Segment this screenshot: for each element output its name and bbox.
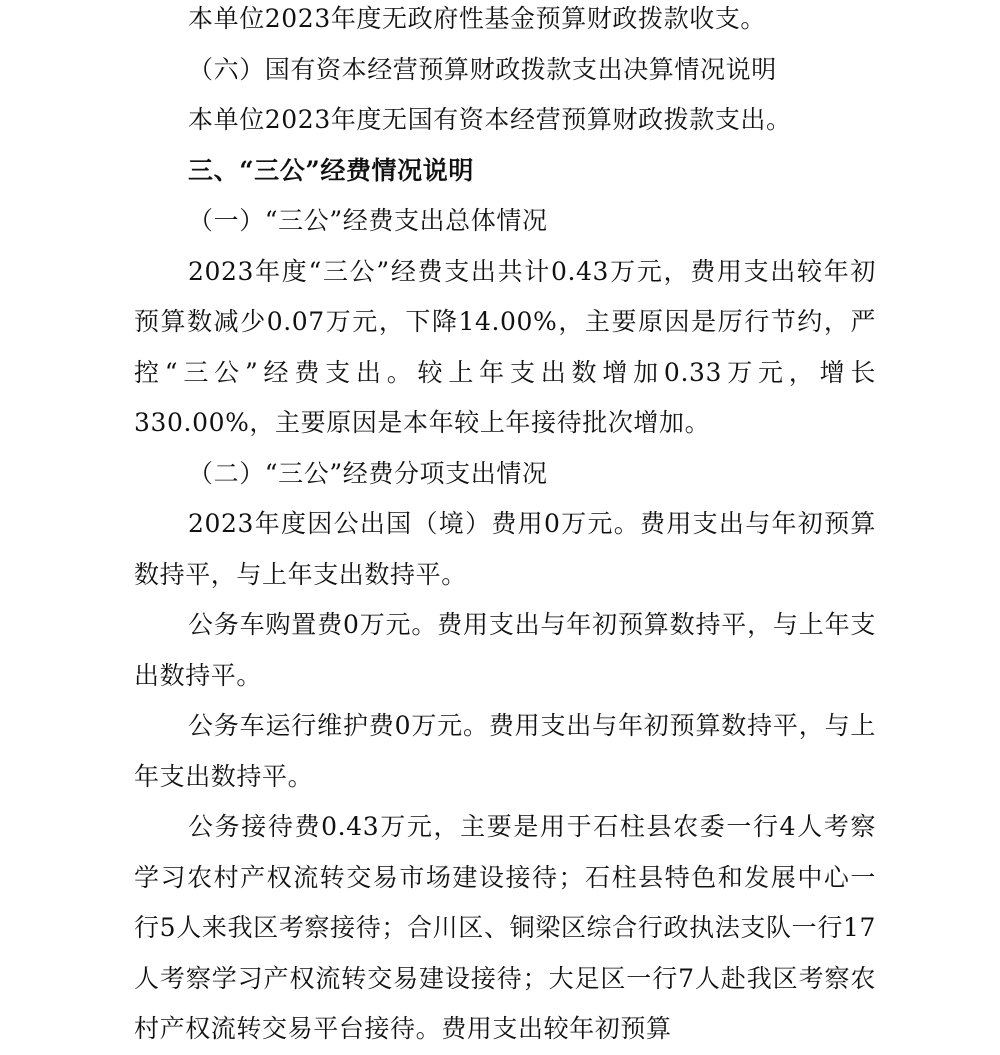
body-paragraph: 2023年度因公出国（境）费用0万元。费用支出与年初预算数持平，与上年支出数持平。 xyxy=(134,509,876,589)
body-paragraph: 公务车购置费0万元。费用支出与年初预算数持平，与上年支出数持平。 xyxy=(134,610,876,690)
body-paragraph: 2023年度“三公”经费支出共计0.43万元，费用支出较年初预算数减少0.07万元，下降14.00%，主要原因是厉行节约，严控“三公”经费支出。较上年支出数增加0.33万元，增长330.00%，主要原因是本年较上年接待批次增加。 xyxy=(134,256,876,437)
body-paragraph: 公务车运行维护费0万元。费用支出与年初预算数持平，与上年支出数持平。 xyxy=(134,711,876,791)
body-paragraph: 公务接待费0.43万元，主要是用于石柱县农委一行4人考察学习农村产权流转交易市场建设接待；石柱县特色和发展中心一行5人来我区考察接待；合川区、铜梁区综合行政执法支队一行17人考察学习产权流转交易建设接待；大足区一行7人赴我区考察农村产权流转交易平台接待。费用支出较年初预算 xyxy=(134,812,876,1043)
document-page xyxy=(134,0,876,1055)
section-heading: 三、“三公”经费情况说明 xyxy=(188,155,474,185)
body-paragraph: 本单位2023年度无政府性基金预算财政拨款收支。 xyxy=(188,4,767,33)
section-subheading: （二）“三公”经费分项支出情况 xyxy=(188,458,548,488)
section-subheading: （六）国有资本经营预算财政拨款支出决算情况说明 xyxy=(188,54,777,84)
body-paragraph: 本单位2023年度无国有资本经营预算财政拨款支出。 xyxy=(188,105,792,134)
section-subheading: （一）“三公”经费支出总体情况 xyxy=(188,206,548,235)
